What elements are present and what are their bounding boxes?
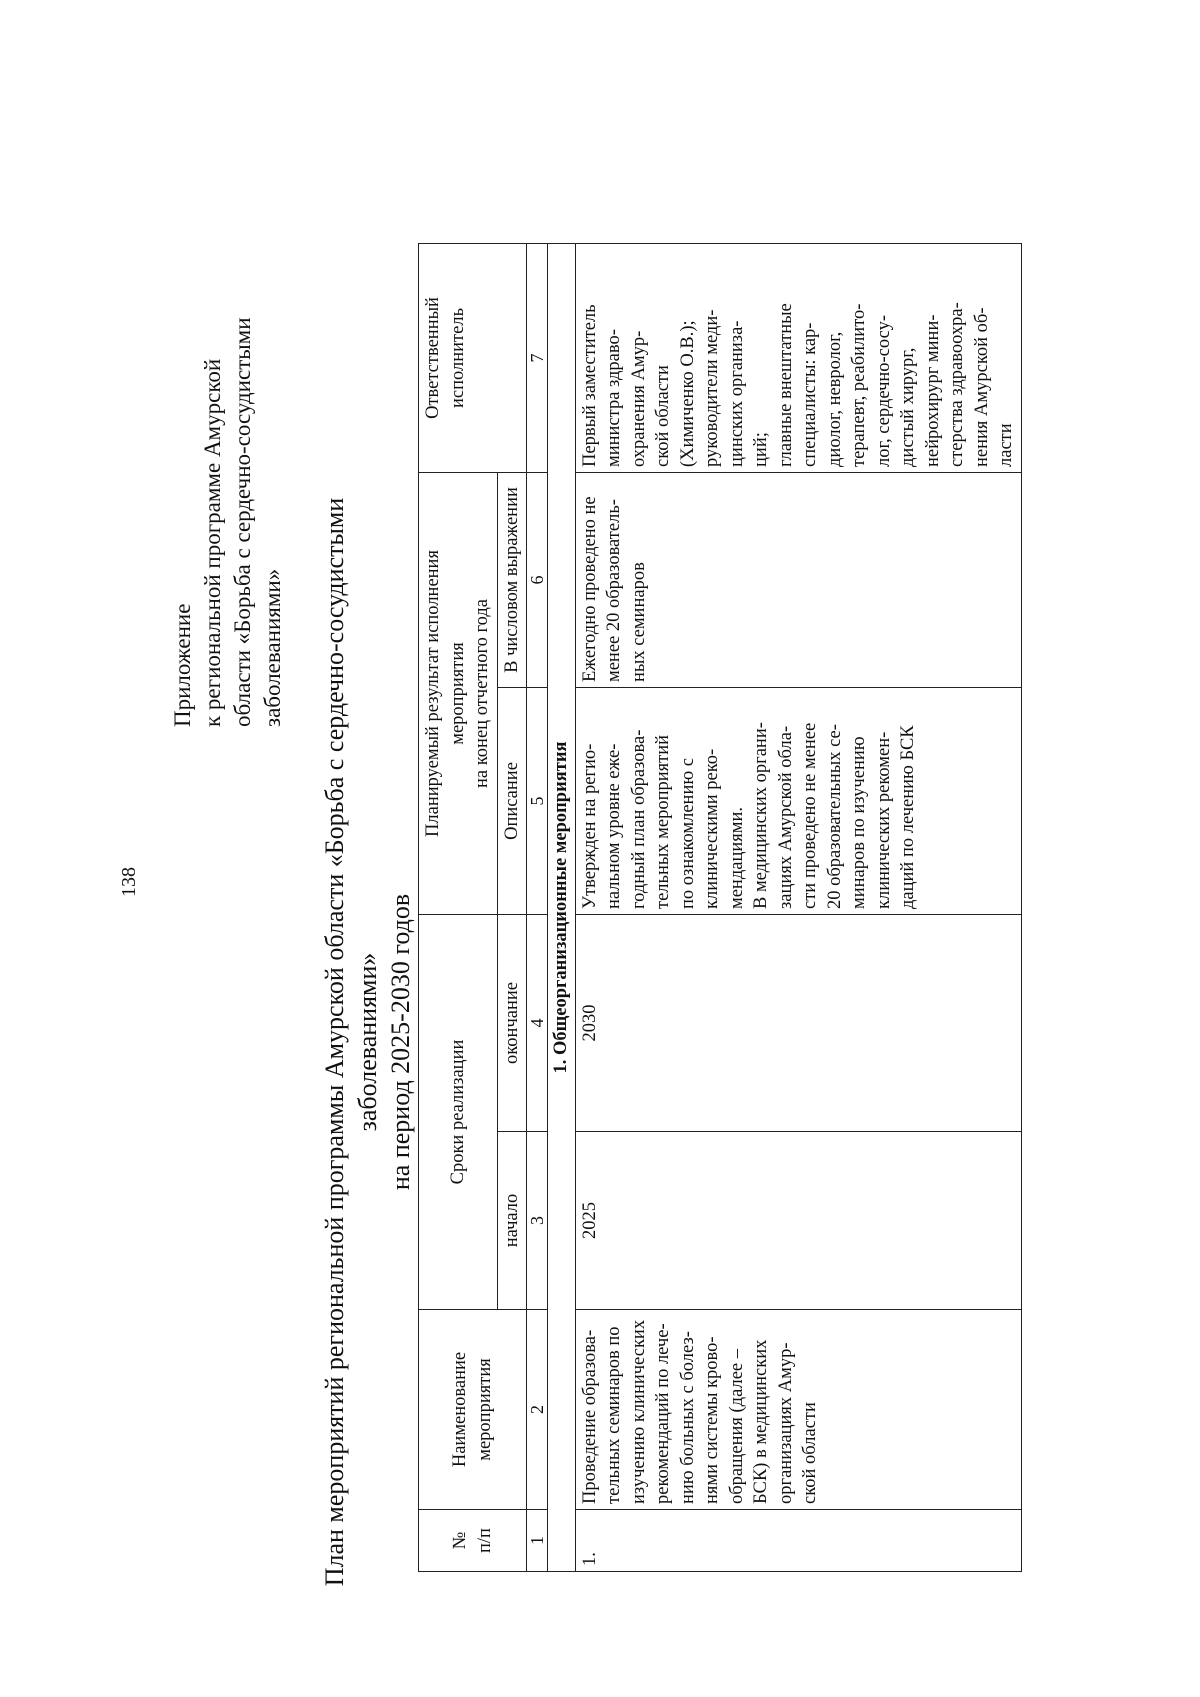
- plan-table: [418, 243, 1022, 1572]
- appendix-line: к региональной программе Амурской: [200, 358, 225, 727]
- cell-end: 2030: [575, 915, 1021, 1132]
- column-number: 4: [527, 915, 548, 1132]
- appendix-line: Приложение: [170, 603, 195, 727]
- header-num: № п/п: [419, 1510, 527, 1572]
- column-number: 5: [527, 688, 548, 915]
- column-number: 6: [527, 472, 548, 687]
- header-result: Планируемый результат исполнения мероприятия на конец отчетного года: [419, 472, 498, 914]
- title-line-1: План мероприятий региональной программы Амурской области «Борьба с сердечно-сосудистыми заболеваниями»: [320, 497, 382, 1587]
- cell-start: 2025: [575, 1132, 1021, 1310]
- cell-num: 1.: [575, 1510, 1021, 1572]
- title-line-2: на период 2025-2030 годов: [386, 893, 415, 1191]
- page-number: 138: [118, 867, 140, 897]
- header-name: Наименование мероприятия: [419, 1310, 527, 1510]
- appendix-note: [168, 127, 288, 727]
- column-number: 2: [527, 1310, 548, 1510]
- document-title: [318, 467, 417, 1617]
- cell-name: Проведение образова- тельных семинаров по изучению клинических рекомендаций по лече- нию больных с болез- нями системы крово- обращения (далее – БСК) в медицинских организациях Амур- ской области: [575, 1310, 1021, 1510]
- column-number: 3: [527, 1132, 548, 1310]
- header-numeric: В числовом выражении: [497, 472, 527, 687]
- header-terms: Сроки реализации: [419, 915, 498, 1310]
- column-number: 1: [527, 1510, 548, 1572]
- header-responsible: Ответственный исполнитель: [419, 243, 527, 472]
- header-description: Описание: [497, 688, 527, 915]
- header-start: начало: [497, 1132, 527, 1310]
- table-row: [575, 243, 1021, 1571]
- cell-description: Утвержден на регио- нальном уровне еже- годный план образова- тельных мероприятий по ознакомлению с клиническими реко- мендациями. В медицинских органи- зациях Амурской обла- сти проведено не менее 20 образовательных се- минаров по изучению клинических рекомен- даций по лечению БСК: [575, 688, 1021, 915]
- section-title: 1. Общеорганизационные мероприятия: [548, 243, 576, 1571]
- column-number-row: [527, 243, 548, 1571]
- column-number: 7: [527, 243, 548, 472]
- cell-numeric: Ежегодно проведено не менее 20 образователь- ных семинаров: [575, 472, 1021, 687]
- cell-responsible: Первый заместитель министра здраво- охранения Амур- ской области (Химиченко О.В.); руководители меди- цинских организа- ций; главные внештатные специалисты: кар- диолог, невролог, терапевт, реабилито- лог, сердечно-сосу- дистый хирург, нейрохирург мини- стерства здравоохра- нения Амурской об- ласти: [575, 243, 1021, 472]
- header-end: окончание: [497, 915, 527, 1132]
- appendix-line: области «Борьба с сердечно-сосудистыми: [230, 317, 255, 727]
- appendix-line: заболеваниями»: [260, 568, 285, 727]
